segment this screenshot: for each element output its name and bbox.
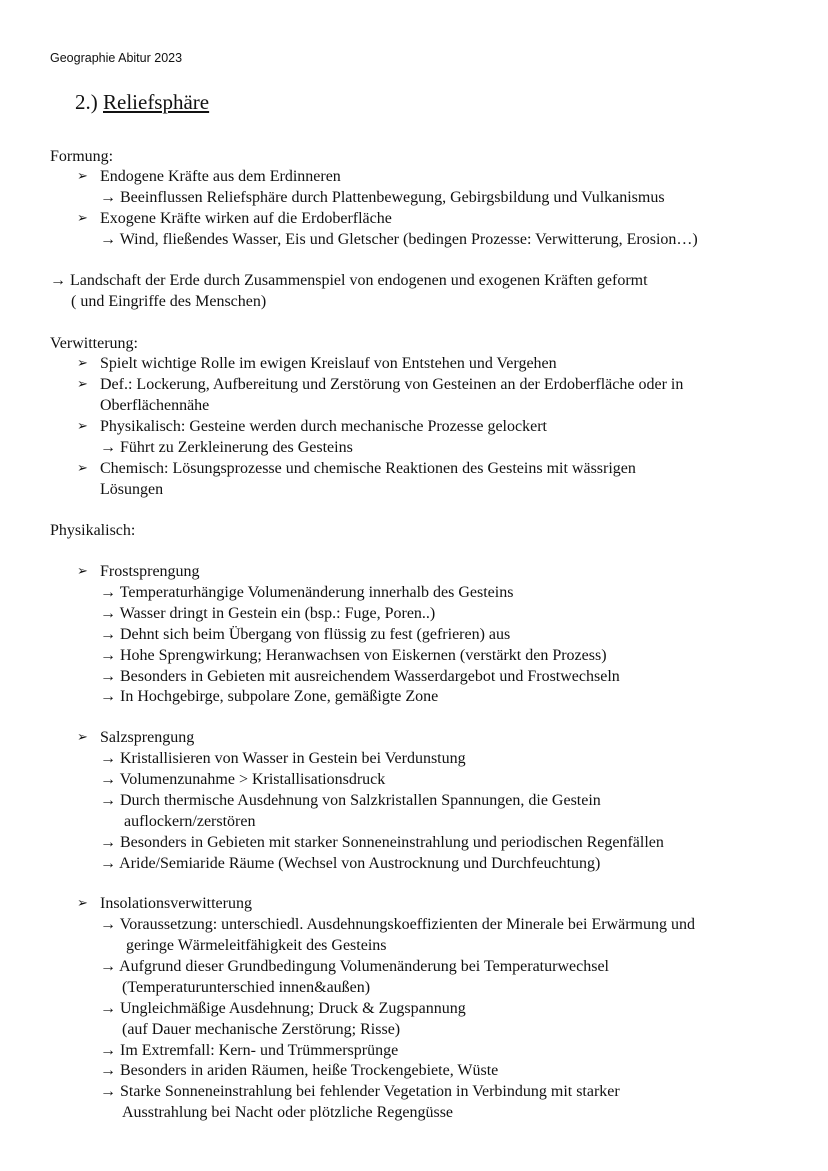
frost-line: → Besonders in Gebieten mit ausreichendem Wasserdargebot und Frostwechseln [100,668,620,685]
salz-line: → Durch thermische Ausdehnung von Salzkristallen Spannungen, die Gestein [100,792,601,809]
section-title [75,90,209,115]
salz-line: → Besonders in Gebieten mit starker Sonneneinstrahlung und periodischen Regenfällen [100,834,664,851]
physikalisch-heading: Physikalisch: [50,522,136,539]
insolation-line: → Starke Sonneneinstrahlung bei fehlender Vegetation in Verbindung mit starker [100,1083,620,1100]
frost-line: → Dehnt sich beim Übergang von flüssig zu fest (gefrieren) aus [100,626,511,643]
bullet-icon: ➢ [77,377,88,392]
salz-title: Salzsprengung [100,729,195,746]
insolation-line: → Ungleichmäßige Ausdehnung; Druck & Zugspannung [100,1000,466,1017]
formung-exogen-detail: → Wind, fließendes Wasser, Eis und Gletscher (bedingen Prozesse: Verwitterung, Erosion…) [100,231,698,248]
salz-line-cont: auflockern/zerstören [124,813,256,830]
bullet-icon: ➢ [77,730,88,745]
bullet-icon: ➢ [77,564,88,579]
insolation-line-cont: Ausstrahlung bei Nacht oder plötzliche Regengüsse [122,1104,454,1121]
frost-line: → Wasser dringt in Gestein ein (bsp.: Fuge, Poren..) [100,605,436,622]
page-header: Geographie Abitur 2023 [50,51,183,65]
bullet-icon: ➢ [77,419,88,434]
formung-bullet-endogen: Endogene Kräfte aus dem Erdinneren [100,168,341,185]
bullet-icon: ➢ [77,211,88,226]
section-number: 2.) [75,90,98,114]
salz-line: → Kristallisieren von Wasser in Gestein bei Verdunstung [100,750,466,767]
verwitterung-def-cont: Oberflächennähe [100,397,210,414]
verwitterung-bullet-def: Def.: Lockerung, Aufbereitung und Zerstörung von Gesteinen an der Erdoberfläche oder in [100,376,684,393]
insolation-line: → Aufgrund dieser Grundbedingung Volumenänderung bei Temperaturwechsel [100,958,609,975]
insolation-line: → Voraussetzung: unterschiedl. Ausdehnungskoeffizienten der Minerale bei Erwärmung und [100,916,695,933]
formung-heading: Formung: [50,148,114,165]
verwitterung-bullet-kreislauf: Spielt wichtige Rolle im ewigen Kreislauf von Entstehen und Vergehen [100,355,557,372]
insolation-line-cont: (auf Dauer mechanische Zerstörung; Risse) [122,1021,401,1038]
frost-title: Frostsprengung [100,563,200,580]
insolation-line-cont: geringe Wärmeleitfähigkeit des Gesteins [126,937,387,954]
formung-endogen-detail: → Beeinflussen Reliefsphäre durch Plattenbewegung, Gebirgsbildung und Vulkanismus [100,189,665,206]
bullet-icon: ➢ [77,461,88,476]
frost-line: → Hohe Sprengwirkung; Heranwachsen von Eiskernen (verstärkt den Prozess) [100,647,607,664]
section-title-text: Reliefsphäre [103,90,210,114]
bullet-icon: ➢ [77,169,88,184]
verwitterung-bullet-chemisch: Chemisch: Lösungsprozesse und chemische Reaktionen des Gesteins mit wässrigen [100,460,636,477]
frost-line: → Temperaturhängige Volumenänderung innerhalb des Gesteins [100,584,514,601]
insolation-line: → Besonders in ariden Räumen, heiße Trockengebiete, Wüste [100,1062,499,1079]
formung-bullet-exogen: Exogene Kräfte wirken auf die Erdoberfläche [100,210,392,227]
salz-line: → Aride/Semiaride Räume (Wechsel von Austrocknung und Durchfeuchtung) [100,855,601,872]
verwitterung-chemisch-cont: Lösungen [100,481,164,498]
bullet-icon: ➢ [77,896,88,911]
verwitterung-bullet-physikalisch: Physikalisch: Gesteine werden durch mechanische Prozesse gelockert [100,418,547,435]
insolation-line-cont: (Temperaturunterschied innen&außen) [122,979,371,996]
insolation-title: Insolationsverwitterung [100,895,252,912]
formung-summary-cont: ( und Eingriffe des Menschen) [71,293,267,310]
frost-line: → In Hochgebirge, subpolare Zone, gemäßigte Zone [100,688,439,705]
formung-summary: → Landschaft der Erde durch Zusammenspiel von endogenen und exogenen Kräften geformt [50,272,648,289]
insolation-line: → Im Extremfall: Kern- und Trümmersprünge [100,1042,399,1059]
bullet-icon: ➢ [77,356,88,371]
salz-line: → Volumenzunahme > Kristallisationsdruck [100,771,386,788]
verwitterung-heading: Verwitterung: [50,335,138,352]
verwitterung-physikalisch-detail: → Führt zu Zerkleinerung des Gesteins [100,439,353,456]
